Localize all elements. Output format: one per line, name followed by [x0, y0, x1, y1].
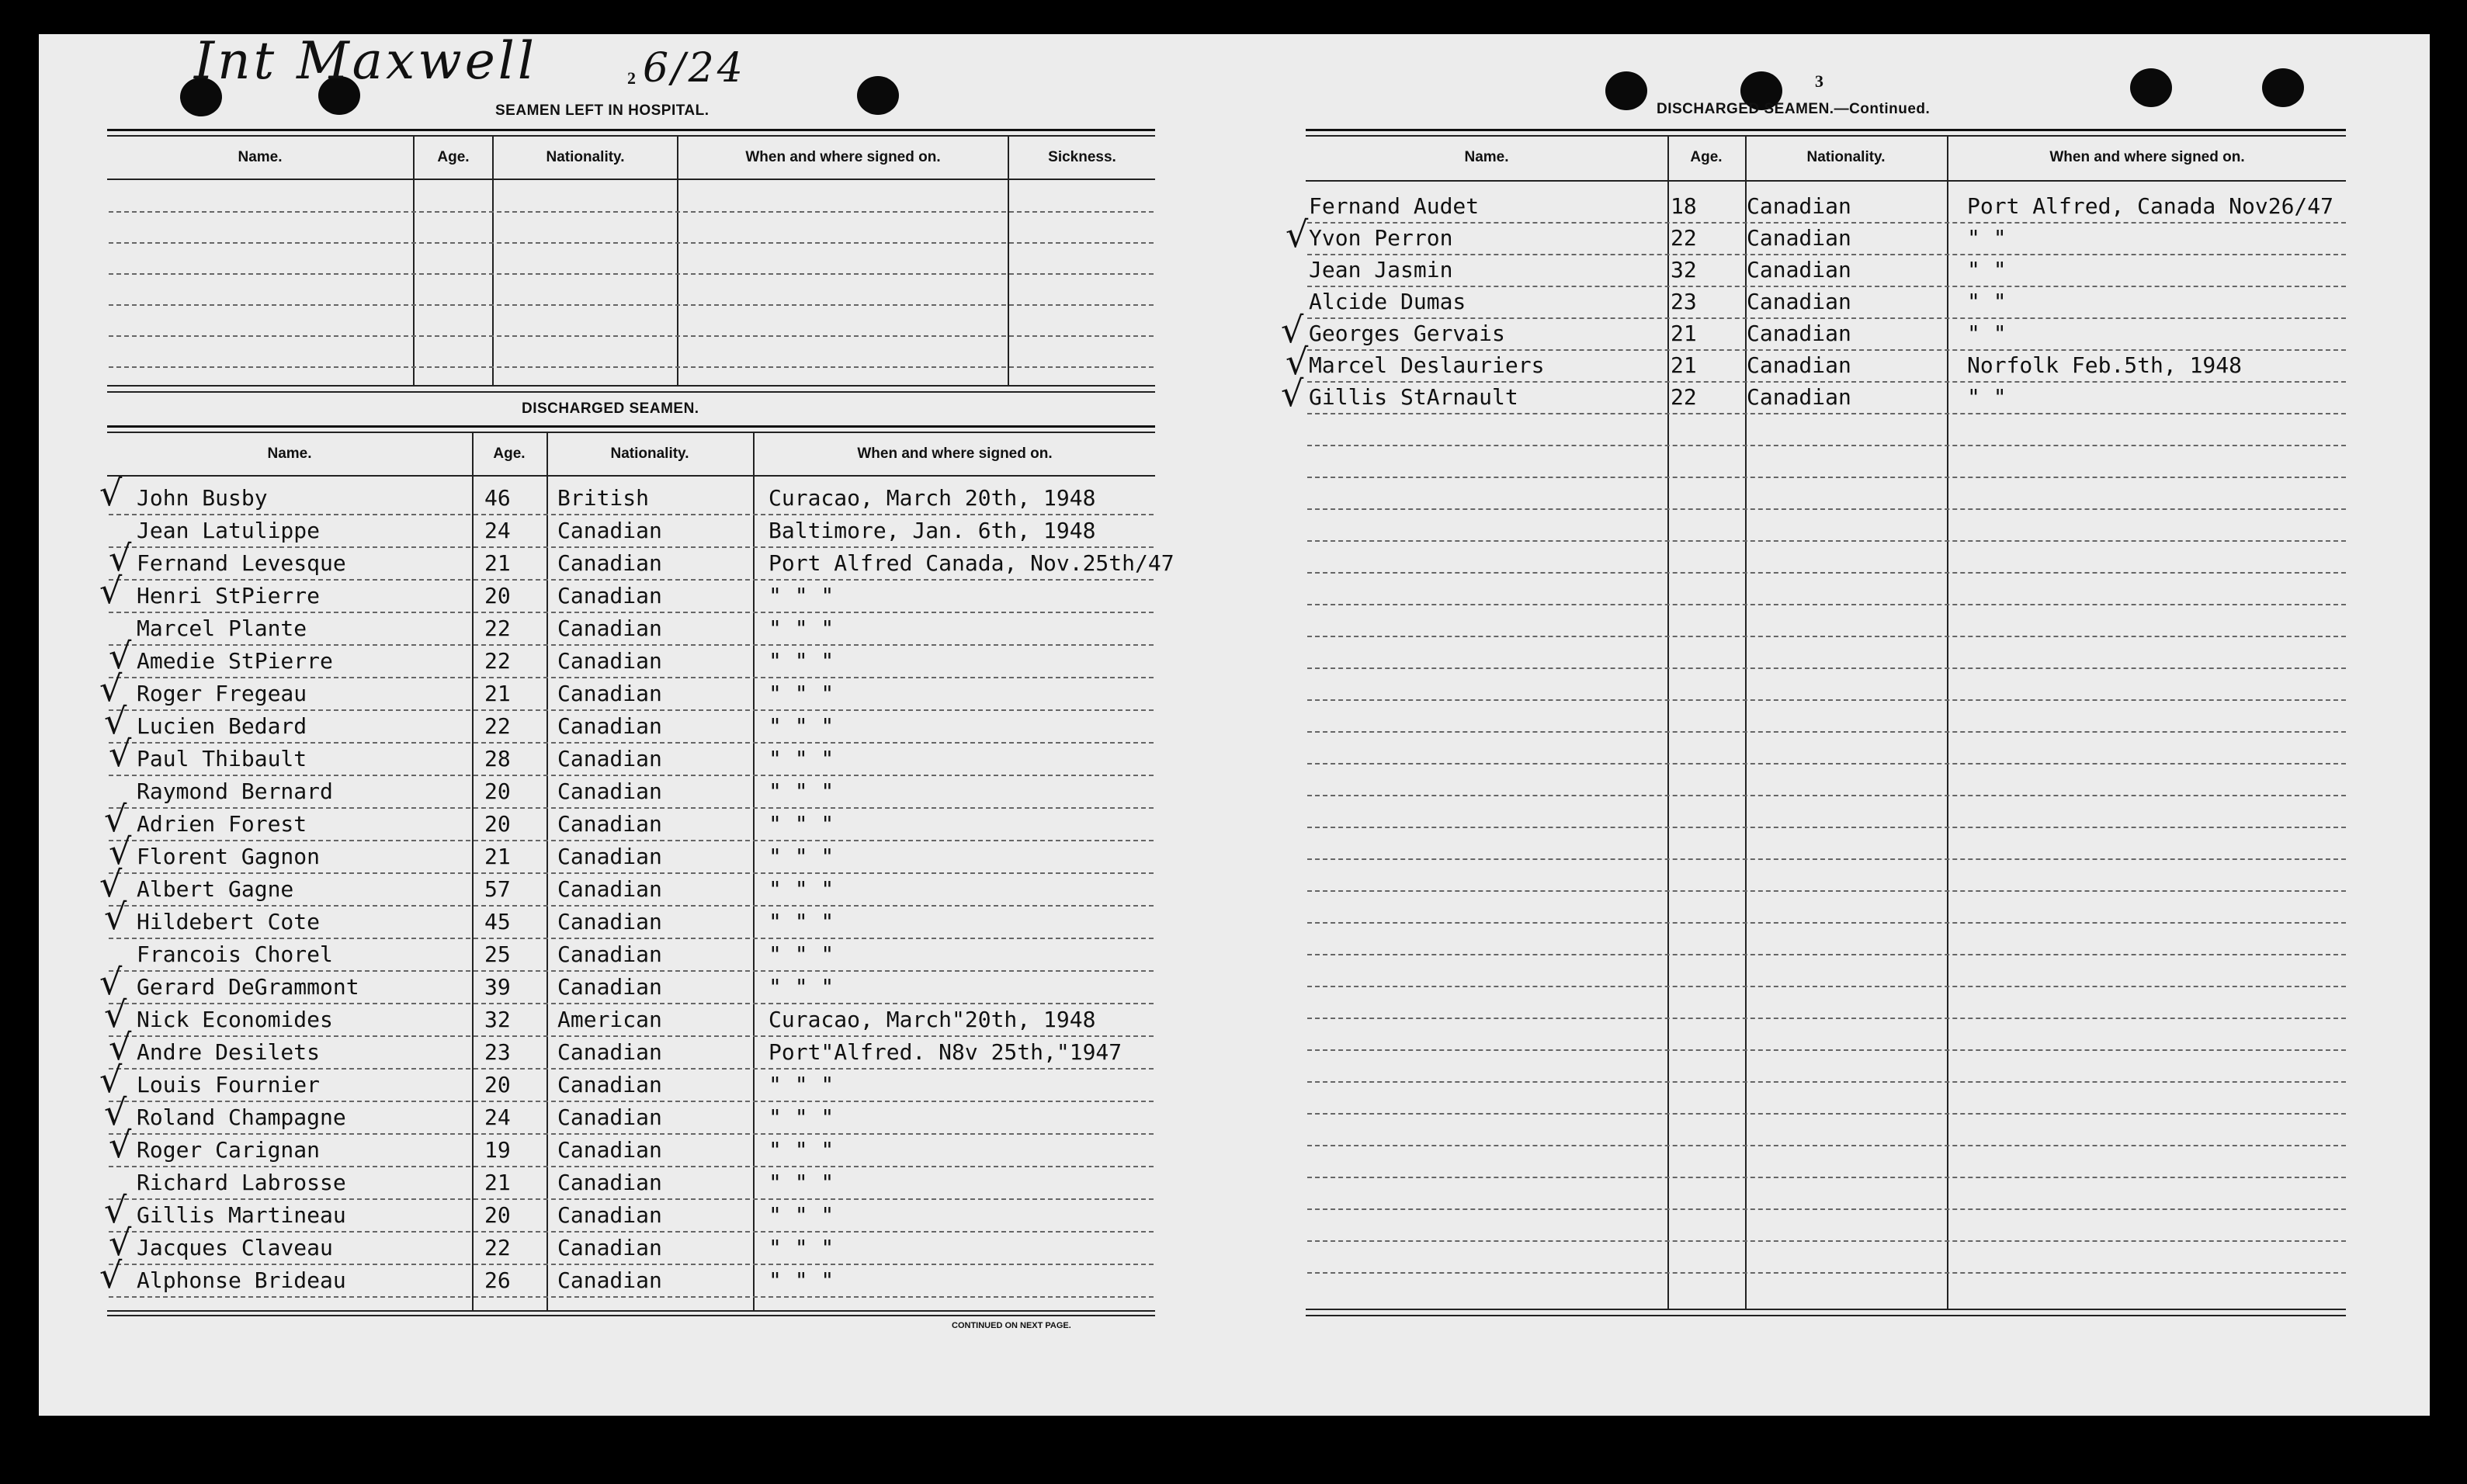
ruled-line — [1307, 604, 2346, 605]
ruled-line — [109, 546, 1154, 548]
seaman-name: Andre Desilets — [137, 1039, 321, 1065]
seaman-name: Gillis Martineau — [137, 1202, 346, 1228]
seaman-nationality: Canadian — [557, 811, 662, 837]
ruled-line — [109, 273, 1154, 275]
signed-on: Baltimore, Jan. 6th, 1948 — [769, 518, 1096, 543]
table-rule — [107, 425, 1155, 428]
hospital-title: SEAMEN LEFT IN HOSPITAL. — [495, 102, 710, 119]
signed-on: " " " — [769, 1170, 834, 1195]
signed-on: Port"Alfred. N8v 25th,"1947 — [769, 1039, 1122, 1065]
ruled-line — [109, 366, 1154, 368]
signed-on: Norfolk Feb.5th, 1948 — [1967, 352, 2243, 378]
check-mark-icon: √ — [109, 1026, 132, 1068]
seaman-nationality: American — [557, 1007, 662, 1032]
seaman-nationality: Canadian — [557, 941, 662, 967]
seaman-nationality: Canadian — [557, 550, 662, 576]
discharged-header-age: Age. — [493, 446, 526, 462]
seaman-nationality: Canadian — [1747, 321, 1851, 346]
ruled-line — [109, 970, 1154, 972]
seaman-nationality: Canadian — [557, 746, 662, 771]
right-header-when: When and where signed on. — [2049, 149, 2245, 165]
ruled-line — [109, 644, 1154, 646]
seaman-name: Richard Labrosse — [137, 1170, 346, 1195]
seaman-name: John Busby — [137, 485, 268, 511]
seaman-age: 20 — [484, 778, 511, 804]
ruled-line — [109, 1101, 1154, 1102]
seaman-name: Roger Fregeau — [137, 681, 307, 706]
seaman-nationality: Canadian — [1747, 225, 1851, 251]
check-mark-icon: √ — [99, 667, 123, 709]
seaman-age: 32 — [1671, 257, 1697, 283]
ruled-line — [1307, 1081, 2346, 1083]
ruled-line — [1307, 349, 2346, 351]
ruled-line — [1307, 540, 2346, 542]
handwritten-note: Int Maxwell — [194, 31, 537, 91]
table-rule — [107, 135, 1155, 137]
seaman-nationality: Canadian — [557, 909, 662, 934]
signed-on: " " " — [769, 1104, 834, 1130]
ruled-line — [1307, 795, 2346, 796]
page-number-left: 2 — [627, 68, 636, 88]
seaman-nationality: Canadian — [557, 1104, 662, 1130]
signed-on: " " " — [769, 844, 834, 869]
ruled-line — [1307, 508, 2346, 510]
seaman-age: 21 — [1671, 321, 1697, 346]
seaman-age: 45 — [484, 909, 511, 934]
column-rule — [546, 433, 548, 1310]
ruled-line — [109, 304, 1154, 306]
ruled-line — [109, 579, 1154, 581]
seaman-name: Gerard DeGrammont — [137, 974, 359, 1000]
discharged-header-name: Name. — [267, 446, 312, 462]
check-mark-icon: √ — [1281, 309, 1304, 351]
seaman-nationality: Canadian — [557, 1202, 662, 1228]
seaman-name: Roland Champagne — [137, 1104, 346, 1130]
seaman-age: 22 — [484, 615, 511, 641]
ruled-line — [109, 775, 1154, 776]
table-rule — [107, 1310, 1155, 1312]
seaman-age: 20 — [484, 1202, 511, 1228]
table-rule — [107, 391, 1155, 393]
table-rule — [107, 129, 1155, 131]
column-rule — [677, 137, 678, 385]
signed-on: " " " — [769, 583, 834, 609]
ruled-line — [109, 242, 1154, 244]
ruled-line — [1307, 1113, 2346, 1115]
check-mark-icon: √ — [104, 1091, 127, 1133]
seaman-nationality: Canadian — [557, 713, 662, 739]
ruled-line — [109, 872, 1154, 874]
seaman-age: 20 — [484, 1072, 511, 1097]
page-number-right: 3 — [1815, 71, 1823, 91]
ruled-line — [1307, 636, 2346, 637]
hospital-header-sickness: Sickness. — [1048, 149, 1116, 165]
seaman-nationality: Canadian — [557, 1137, 662, 1163]
ruled-line — [109, 905, 1154, 907]
ruled-line — [1307, 445, 2346, 446]
seaman-nationality: Canadian — [557, 876, 662, 902]
column-rule — [472, 433, 474, 1310]
seaman-age: 23 — [484, 1039, 511, 1065]
signed-on: " " — [1967, 257, 2007, 283]
seaman-name: Jean Latulippe — [137, 518, 321, 543]
seaman-name: Fernand Audet — [1309, 193, 1480, 219]
right-header-name: Name. — [1464, 149, 1509, 165]
punch-hole — [857, 76, 899, 115]
signed-on: " " " — [769, 1267, 834, 1293]
discharged-header-when: When and where signed on. — [857, 446, 1053, 462]
seaman-age: 26 — [484, 1267, 511, 1293]
seaman-age: 39 — [484, 974, 511, 1000]
hospital-header-age: Age. — [437, 149, 470, 165]
right-header-nationality: Nationality. — [1806, 149, 1886, 165]
seaman-name: Hildebert Cote — [137, 909, 321, 934]
signed-on: " " " — [769, 615, 834, 641]
check-mark-icon: √ — [99, 1254, 123, 1296]
signed-on: " " " — [769, 876, 834, 902]
signed-on: Curacao, March 20th, 1948 — [769, 485, 1096, 511]
seaman-name: Louis Fournier — [137, 1072, 321, 1097]
table-rule — [107, 385, 1155, 387]
seaman-age: 20 — [484, 811, 511, 837]
seaman-nationality: Canadian — [557, 1170, 662, 1195]
signed-on: " " — [1967, 289, 2007, 314]
signed-on: Port Alfred, Canada Nov26/47 — [1967, 193, 2334, 219]
seaman-name: Albert Gagne — [137, 876, 294, 902]
seaman-age: 23 — [1671, 289, 1697, 314]
seaman-nationality: Canadian — [557, 1235, 662, 1260]
signed-on: " " " — [769, 648, 834, 674]
check-mark-icon: √ — [1281, 373, 1304, 414]
seaman-age: 28 — [484, 746, 511, 771]
ruled-line — [1307, 572, 2346, 574]
check-mark-icon: √ — [99, 961, 123, 1003]
ruled-line — [1307, 1049, 2346, 1051]
seaman-age: 20 — [484, 583, 511, 609]
column-rule — [1008, 137, 1009, 385]
check-mark-icon: √ — [109, 635, 132, 677]
ruled-line — [109, 938, 1154, 939]
right-header-age: Age. — [1690, 149, 1723, 165]
check-mark-icon: √ — [104, 1189, 127, 1231]
seaman-name: Raymond Bernard — [137, 778, 333, 804]
punch-hole — [2130, 68, 2172, 107]
punch-hole — [1605, 71, 1647, 110]
seaman-name: Fernand Levesque — [137, 550, 346, 576]
seaman-age: 22 — [484, 648, 511, 674]
seaman-name: Lucien Bedard — [137, 713, 307, 739]
seaman-name: Gillis StArnault — [1309, 384, 1518, 410]
ruled-line — [1307, 890, 2346, 892]
seaman-name: Jean Jasmin — [1309, 257, 1453, 283]
ruled-line — [109, 677, 1154, 678]
ruled-line — [109, 612, 1154, 613]
ruled-line — [1307, 763, 2346, 765]
seaman-age: 24 — [484, 1104, 511, 1130]
signed-on: " " " — [769, 909, 834, 934]
seaman-nationality: Canadian — [557, 1072, 662, 1097]
signed-on: " " " — [769, 811, 834, 837]
seaman-name: Marcel Plante — [137, 615, 307, 641]
seaman-name: Adrien Forest — [137, 811, 307, 837]
seaman-age: 24 — [484, 518, 511, 543]
ruled-line — [109, 211, 1154, 213]
signed-on: " " " — [769, 746, 834, 771]
ruled-line — [1307, 1018, 2346, 1019]
signed-on: " " " — [769, 1072, 834, 1097]
seaman-nationality: Canadian — [1747, 193, 1851, 219]
hospital-header-name: Name. — [238, 149, 283, 165]
ruled-line — [109, 1166, 1154, 1167]
signed-on: " " — [1967, 384, 2007, 410]
table-rule — [1306, 1315, 2346, 1316]
seaman-name: Marcel Deslauriers — [1309, 352, 1545, 378]
check-mark-icon: √ — [109, 733, 132, 775]
ruled-line — [1307, 1240, 2346, 1242]
seaman-name: Henri StPierre — [137, 583, 321, 609]
ruled-line — [1307, 1145, 2346, 1146]
seaman-nationality: Canadian — [557, 1039, 662, 1065]
ruled-line — [109, 840, 1154, 841]
discharged-title: DISCHARGED SEAMEN. — [522, 400, 699, 417]
punch-hole — [2262, 68, 2304, 107]
seaman-nationality: Canadian — [557, 615, 662, 641]
ruled-line — [109, 335, 1154, 337]
ruled-line — [1307, 922, 2346, 924]
seaman-name: Alcide Dumas — [1309, 289, 1466, 314]
table-rule — [1306, 135, 2346, 137]
ruled-line — [1307, 1177, 2346, 1178]
check-mark-icon: √ — [99, 570, 123, 612]
seaman-name: Francois Chorel — [137, 941, 333, 967]
column-rule — [753, 433, 755, 1310]
signed-on: " " " — [769, 713, 834, 739]
check-mark-icon: √ — [109, 1124, 132, 1166]
ruled-line — [1307, 667, 2346, 669]
seaman-age: 21 — [1671, 352, 1697, 378]
discharged-continued-title: DISCHARGED SEAMEN.—Continued. — [1657, 101, 1931, 117]
seaman-nationality: British — [557, 485, 650, 511]
signed-on: " " " — [769, 1137, 834, 1163]
ruled-line — [1307, 858, 2346, 860]
ruled-line — [1307, 699, 2346, 701]
seaman-name: Paul Thibault — [137, 746, 307, 771]
hospital-header-when: When and where signed on. — [745, 149, 941, 165]
seaman-age: 22 — [1671, 225, 1697, 251]
signed-on: " " — [1967, 225, 2007, 251]
signed-on: " " " — [769, 941, 834, 967]
seaman-name: Florent Gagnon — [137, 844, 321, 869]
seaman-age: 18 — [1671, 193, 1697, 219]
seaman-name: Amedie StPierre — [137, 648, 333, 674]
ruled-line — [1307, 222, 2346, 224]
check-mark-icon: √ — [99, 1059, 123, 1101]
check-mark-icon: √ — [104, 700, 127, 742]
seaman-age: 19 — [484, 1137, 511, 1163]
seaman-age: 22 — [484, 1235, 511, 1260]
ruled-line — [1307, 1208, 2346, 1210]
seaman-age: 21 — [484, 550, 511, 576]
column-rule — [492, 137, 494, 385]
check-mark-icon: √ — [1286, 341, 1309, 383]
seaman-age: 21 — [484, 844, 511, 869]
seaman-age: 57 — [484, 876, 511, 902]
seaman-nationality: Canadian — [557, 778, 662, 804]
seaman-nationality: Canadian — [557, 974, 662, 1000]
seaman-nationality: Canadian — [557, 844, 662, 869]
ruled-line — [109, 1296, 1154, 1298]
ruled-line — [109, 1264, 1154, 1265]
seaman-nationality: Canadian — [557, 648, 662, 674]
table-rule — [107, 475, 1155, 477]
ruled-line — [109, 1231, 1154, 1233]
check-mark-icon: √ — [109, 1222, 132, 1264]
seaman-nationality: Canadian — [1747, 352, 1851, 378]
seaman-nationality: Canadian — [557, 518, 662, 543]
discharged-header-nationality: Nationality. — [610, 446, 689, 462]
page-number-mark: 6/24 — [643, 45, 746, 92]
seaman-name: Georges Gervais — [1309, 321, 1505, 346]
check-mark-icon: √ — [104, 993, 127, 1035]
seaman-name: Roger Carignan — [137, 1137, 321, 1163]
ruled-line — [1307, 254, 2346, 255]
ruled-line — [109, 807, 1154, 809]
seaman-age: 21 — [484, 1170, 511, 1195]
ruled-line — [1307, 731, 2346, 733]
column-rule — [413, 137, 415, 385]
ruled-line — [109, 514, 1154, 515]
ruled-line — [109, 1198, 1154, 1200]
ruled-line — [109, 1133, 1154, 1135]
seaman-age: 25 — [484, 941, 511, 967]
check-mark-icon: √ — [109, 537, 132, 579]
table-rule — [107, 1315, 1155, 1316]
ruled-line — [109, 709, 1154, 711]
check-mark-icon: √ — [99, 472, 123, 514]
continued-note: CONTINUED ON NEXT PAGE. — [952, 1321, 1071, 1330]
seaman-age: 32 — [484, 1007, 511, 1032]
ruled-line — [109, 1035, 1154, 1037]
check-mark-icon: √ — [104, 798, 127, 840]
ruled-line — [1307, 986, 2346, 987]
table-rule — [1306, 180, 2346, 182]
seaman-name: Nick Economides — [137, 1007, 333, 1032]
check-mark-icon: √ — [1286, 213, 1309, 255]
column-rule — [1947, 137, 1948, 1309]
ruled-line — [1307, 413, 2346, 414]
signed-on: Port Alfred Canada, Nov.25th/47 — [769, 550, 1175, 576]
signed-on: " " " — [769, 778, 834, 804]
seaman-nationality: Canadian — [1747, 289, 1851, 314]
table-rule — [1306, 129, 2346, 131]
hospital-header-nationality: Nationality. — [546, 149, 625, 165]
check-mark-icon: √ — [109, 830, 132, 872]
seaman-nationality: Canadian — [557, 681, 662, 706]
seaman-age: 22 — [1671, 384, 1697, 410]
signed-on: " " — [1967, 321, 2007, 346]
check-mark-icon: √ — [104, 896, 127, 938]
ruled-line — [1307, 954, 2346, 955]
seaman-nationality: Canadian — [557, 583, 662, 609]
seaman-nationality: Canadian — [557, 1267, 662, 1293]
table-rule — [107, 179, 1155, 180]
seaman-nationality: Canadian — [1747, 257, 1851, 283]
ruled-line — [1307, 317, 2346, 319]
seaman-nationality: Canadian — [1747, 384, 1851, 410]
ruled-line — [1307, 381, 2346, 383]
ruled-line — [109, 1003, 1154, 1004]
seaman-age: 21 — [484, 681, 511, 706]
ruled-line — [1307, 286, 2346, 287]
ruled-line — [109, 1068, 1154, 1070]
ruled-line — [1307, 1272, 2346, 1274]
table-rule — [107, 432, 1155, 433]
table-rule — [1306, 1309, 2346, 1310]
seaman-name: Jacques Claveau — [137, 1235, 333, 1260]
signed-on: " " " — [769, 681, 834, 706]
signed-on: " " " — [769, 974, 834, 1000]
seaman-age: 22 — [484, 713, 511, 739]
ruled-line — [109, 742, 1154, 744]
signed-on: " " " — [769, 1235, 834, 1260]
signed-on: Curacao, March"20th, 1948 — [769, 1007, 1096, 1032]
seaman-name: Yvon Perron — [1309, 225, 1453, 251]
ruled-line — [1307, 477, 2346, 478]
check-mark-icon: √ — [99, 863, 123, 905]
seaman-age: 46 — [484, 485, 511, 511]
column-rule — [1667, 137, 1669, 1309]
signed-on: " " " — [769, 1202, 834, 1228]
seaman-name: Alphonse Brideau — [137, 1267, 346, 1293]
ruled-line — [1307, 827, 2346, 828]
